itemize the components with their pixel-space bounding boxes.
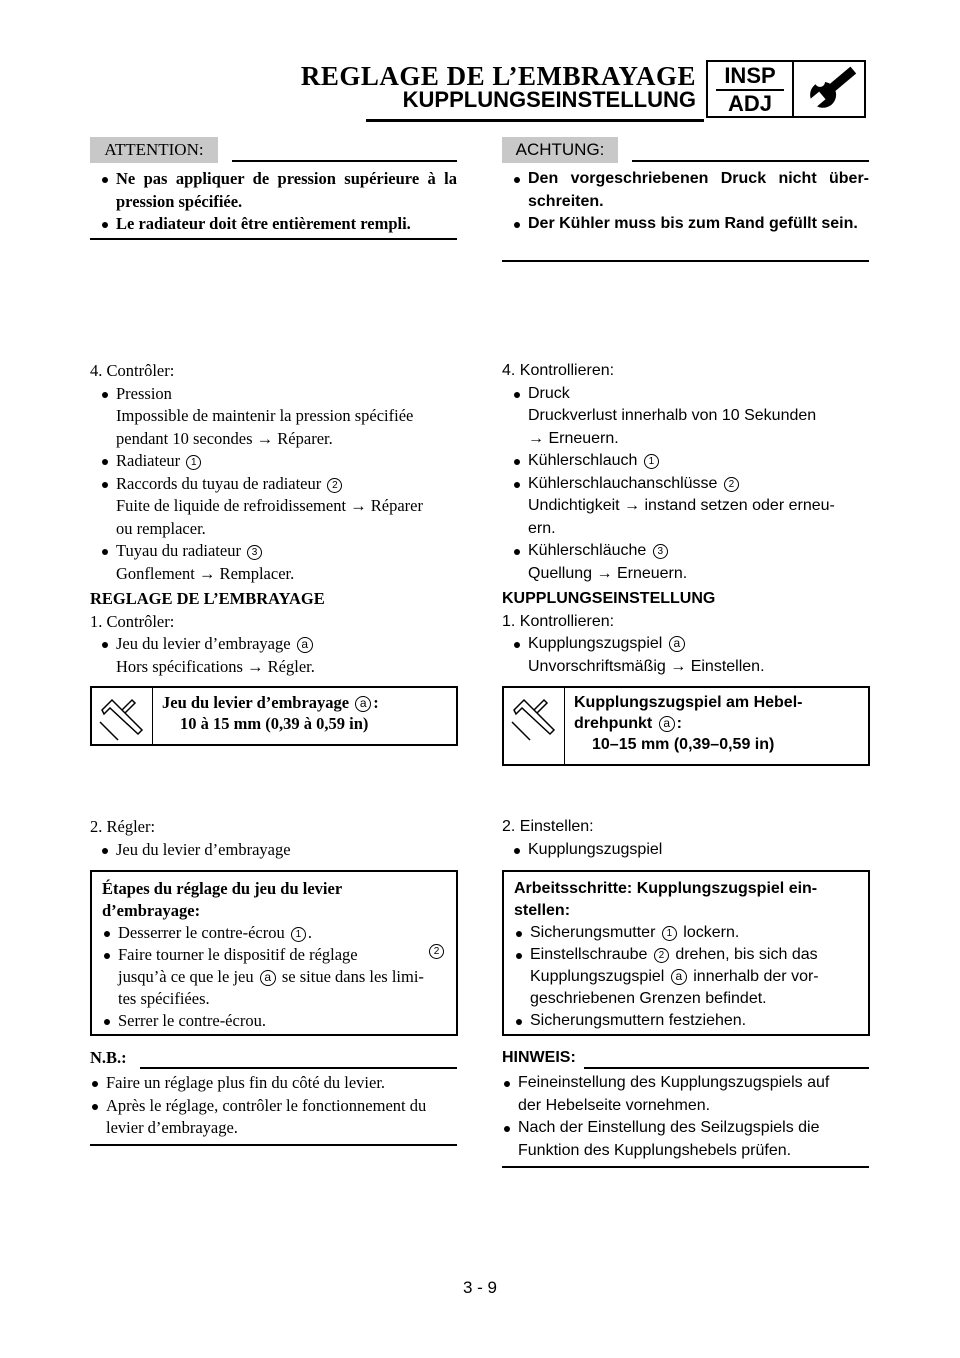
- achtung-list: [502, 168, 869, 236]
- fr-p3-desc: Fuite de liquide de refroidissement → Réparer: [116, 496, 423, 515]
- fr-procedure-box: [90, 870, 458, 1036]
- attention-list: [90, 168, 457, 236]
- de-procedure-box: [502, 870, 870, 1036]
- de-spec-box: [502, 686, 870, 766]
- list-item: Kupplungszugspiel a: [502, 633, 869, 656]
- ref-a: a: [671, 969, 687, 985]
- hinweis-tag: HINWEIS:: [502, 1049, 576, 1066]
- de-p1-desc: Druckverlust innerhalb von 10 Sekunden: [528, 407, 817, 424]
- ref-a: a: [669, 636, 685, 652]
- de-proc-s2-end: geschriebenen Grenzen befindet.: [530, 990, 767, 1007]
- attention-tag: ATTENTION:: [90, 137, 218, 163]
- wrench-icon: [800, 64, 860, 114]
- de-p1-desc2: → Erneuern.: [528, 429, 619, 447]
- fr-step2: [90, 816, 457, 861]
- fr-section-heading: REGLAGE DE L’EMBRAYAGE: [90, 589, 325, 608]
- ref-1: 1: [644, 454, 659, 469]
- de-proc-title2: stellen:: [514, 902, 571, 919]
- de-step4-title: 4. Kontrollieren:: [502, 362, 615, 379]
- fr-note-cont: levier d’embrayage.: [106, 1118, 238, 1137]
- nb-rule: [140, 1067, 457, 1069]
- de-p3-desc: Undichtigkeit → instand setzen oder erneu-: [528, 497, 835, 514]
- ref-2: 2: [429, 944, 444, 959]
- insp-adj-label: [708, 62, 794, 116]
- achtung-tag: ACHTUNG:: [502, 137, 618, 163]
- ref-1: 1: [662, 926, 677, 941]
- fr-step4-title: 4. Contrôler:: [90, 361, 175, 380]
- list-item: Feineinstellung des Kupplungszugspiels auf: [502, 1072, 869, 1095]
- ref-3: 3: [653, 544, 668, 559]
- hinweis-bottom-rule: [502, 1166, 869, 1168]
- fr-clutch-section: [90, 588, 457, 678]
- de-step2-title: 2. Einstellen:: [502, 818, 594, 835]
- achtung-item: Der Kühler muss bis zum Rand gefüllt sein.: [502, 213, 869, 236]
- list-item: Druck: [502, 383, 869, 406]
- fr-step2-title: 2. Régler:: [90, 817, 156, 836]
- list-item: Sicherungsmutter 1 lockern.: [514, 922, 858, 944]
- header-rule: [366, 119, 704, 122]
- de-step1-title: 1. Kontrollieren:: [502, 612, 615, 630]
- ref-2: 2: [327, 478, 342, 493]
- ref-a: a: [355, 696, 371, 712]
- section-badge: [706, 60, 866, 118]
- de-clutch-section: [502, 588, 869, 678]
- caliper-icon: [92, 688, 153, 744]
- de-section-heading: KUPPLUNGSEINSTELLUNG: [502, 590, 716, 607]
- ref-1: 1: [291, 927, 306, 942]
- achtung-item: Den vorgeschriebenen Druck nicht über-schreiten.: [502, 168, 869, 213]
- list-item: Tuyau du radiateur 3: [90, 540, 457, 563]
- list-item: Après le réglage, contrôler le fonctionnement du: [90, 1095, 457, 1118]
- de-spec-text: Kupplungszugspiel am Hebel- drehpunkt a : 10–15 mm (0,39–0,59 in): [574, 694, 803, 753]
- list-item: Jeu du levier d’embrayage a: [90, 633, 457, 656]
- ref-1: 1: [186, 455, 201, 470]
- fr-proc-s2-end: tes spécifiées.: [118, 989, 210, 1008]
- de-note-list: [502, 1072, 869, 1162]
- achtung-bottom-rule: [502, 260, 869, 262]
- ref-a: a: [260, 970, 276, 986]
- ref-3: 3: [247, 545, 262, 560]
- de-item-desc: Unvorschriftsmäßig → Einstellen.: [528, 657, 765, 675]
- list-item: Raccords du tuyau de radiateur 2: [90, 473, 457, 496]
- list-item: Sicherungsmuttern festziehen.: [514, 1010, 858, 1032]
- page-number: 3 - 9: [462, 1278, 498, 1297]
- fr-step4: [90, 360, 457, 585]
- list-item: Radiateur 1: [90, 450, 457, 473]
- list-item: Faire un réglage plus fin du côté du levier.: [90, 1072, 457, 1095]
- fr-spec-box: [90, 686, 458, 746]
- fr-proc-s2-cont: jusqu’à ce que le jeu a se situe dans les limi-: [118, 967, 424, 986]
- de-p3-desc2: ern.: [528, 519, 556, 537]
- list-item: Pression: [90, 383, 457, 406]
- list-item: Kühlerschläuche 3: [502, 540, 869, 563]
- attention-item: Ne pas appliquer de pression supérieure à la pression spécifiée.: [90, 168, 457, 213]
- attention-bottom-rule: [90, 238, 457, 240]
- list-item: Jeu du levier d’embrayage: [90, 839, 457, 862]
- fr-p1-desc: Impossible de maintenir la pression spécifiée: [116, 406, 414, 425]
- nb-tag: N.B.:: [90, 1048, 127, 1067]
- achtung-rule: [632, 160, 869, 162]
- de-note-cont2: Funktion des Kupplungshebels prüfen.: [518, 1141, 792, 1159]
- fr-step1-title: 1. Contrôler:: [90, 611, 175, 631]
- fr-p1-desc2: pendant 10 secondes → Réparer.: [116, 428, 333, 448]
- fr-note-list: [90, 1072, 457, 1140]
- list-item: Serrer le contre-écrou.: [102, 1010, 446, 1032]
- list-item: Einstellschraube 2 drehen, bis sich das: [514, 944, 858, 966]
- list-item: Kupplungszugspiel: [502, 839, 869, 862]
- caliper-icon: [504, 688, 565, 764]
- ref-2: 2: [724, 477, 739, 492]
- de-proc-title: Arbeitsschritte: Kupplungszugspiel ein-: [514, 880, 818, 897]
- page-title-de: KUPPLUNGSEINSTELLUNG: [402, 87, 696, 112]
- page-title-fr: REGLAGE DE L’EMBRAYAGE: [300, 61, 696, 91]
- fr-proc-title: Étapes du réglage du jeu du levier: [102, 879, 343, 898]
- de-proc-s2-cont: Kupplungszugspiel a innerhalb der vor-: [530, 968, 819, 985]
- badge-top-text: INSP: [724, 63, 776, 88]
- ref-a: a: [659, 716, 675, 732]
- ref-2: 2: [654, 948, 669, 963]
- fr-p4-desc: Gonflement → Remplacer.: [116, 563, 295, 583]
- list-item: Nach der Einstellung des Seilzugspiels die: [502, 1117, 869, 1140]
- list-item: Kühlerschlauch 1: [502, 450, 869, 473]
- de-step2: [502, 816, 869, 861]
- badge-bottom-text: ADJ: [727, 91, 772, 116]
- fr-p3-desc2: ou remplacer.: [116, 518, 206, 538]
- list-item: Desserrer le contre-écrou 1 .: [102, 922, 446, 944]
- nb-bottom-rule: [90, 1144, 457, 1146]
- hinweis-rule: [584, 1067, 869, 1069]
- attention-rule: [232, 160, 457, 162]
- fr-item-desc: Hors spécifications → Régler.: [116, 656, 315, 676]
- de-note-cont1: der Hebelseite vornehmen.: [518, 1096, 711, 1114]
- list-item: Faire tourner le dispositif de réglage 2: [102, 944, 446, 966]
- list-item: Kühlerschlauchanschlüsse 2: [502, 473, 869, 496]
- de-step4: [502, 360, 869, 585]
- attention-item: Le radiateur doit être entièrement rempli.: [90, 213, 457, 236]
- fr-spec-text: Jeu du levier d’embrayage a : 10 à 15 mm (0,39 à 0,59 in): [162, 693, 379, 733]
- ref-a: a: [297, 637, 313, 653]
- de-p4-desc: Quellung → Erneuern.: [528, 564, 688, 582]
- fr-proc-title2: d’embrayage:: [102, 901, 201, 920]
